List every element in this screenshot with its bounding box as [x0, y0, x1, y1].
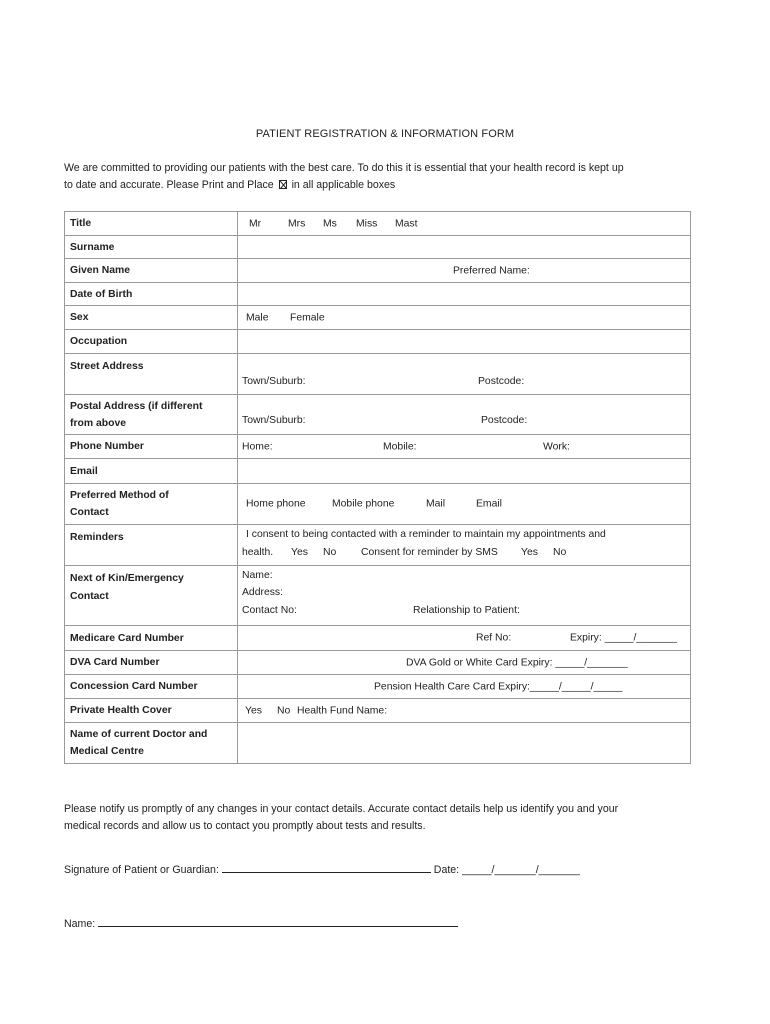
phone-mobile-label: Mobile:	[383, 441, 417, 452]
option-mast[interactable]: Mast	[395, 218, 418, 229]
surname-field[interactable]	[238, 236, 691, 259]
occupation-field[interactable]	[238, 330, 691, 354]
intro-line-1: We are committed to providing our patients with the best care. To do this it is essential that your health record is kept up	[64, 162, 624, 174]
row-sex	[65, 306, 691, 330]
name-label: Name:	[64, 918, 96, 930]
kin-name-label: Name:	[242, 570, 273, 581]
doctor-field[interactable]	[238, 723, 691, 764]
option-home-phone[interactable]: Home phone	[246, 498, 306, 510]
notice-line-1: Please notify us promptly of any changes in your contact details. Accurate contact details help us identify you and your	[64, 803, 619, 815]
dob-field[interactable]	[238, 283, 691, 306]
row-street-address	[65, 354, 691, 395]
label-sex: Sex	[65, 306, 238, 330]
concession-card-text: Pension Health Care Card Expiry:_____/_____/_____	[374, 681, 623, 692]
label-contact-method-line-1: Preferred Method of	[70, 490, 169, 501]
notice-text	[64, 801, 724, 835]
sex-options[interactable]	[238, 306, 691, 330]
postal-town-label: Town/Suburb:	[242, 415, 306, 426]
row-reminders	[65, 525, 691, 566]
concession-field[interactable]	[238, 675, 691, 699]
option-mail[interactable]: Mail	[426, 498, 446, 510]
label-given-name: Given Name	[65, 259, 238, 283]
row-postal-address	[65, 395, 691, 435]
kin-address-label: Address:	[242, 587, 284, 598]
signature-blank[interactable]	[222, 862, 431, 873]
row-occupation	[65, 330, 691, 354]
intro-line-2	[64, 177, 724, 194]
dva-card-text: DVA Gold or White Card Expiry: _____/_______	[406, 657, 628, 668]
reminders-no-option[interactable]: No	[323, 547, 337, 558]
label-phone: Phone Number	[65, 435, 238, 459]
option-ms[interactable]: Ms	[323, 218, 337, 229]
row-surname	[65, 236, 691, 259]
option-mrs[interactable]: Mrs	[288, 218, 306, 229]
reminders-health-text: health.	[242, 547, 274, 558]
label-postal-address	[65, 395, 238, 435]
preferred-name-label: Preferred Name:	[453, 265, 530, 276]
label-email: Email	[65, 459, 238, 484]
label-street-address: Street Address	[65, 354, 238, 395]
medicare-expiry-label: Expiry: _____/_______	[570, 632, 677, 644]
sms-yes-option[interactable]: Yes	[521, 547, 538, 558]
phone-work-label: Work:	[543, 441, 570, 452]
label-private-health: Private Health Cover	[65, 699, 238, 723]
kin-relationship-label: Relationship to Patient:	[413, 605, 520, 616]
label-occupation: Occupation	[65, 330, 238, 354]
intro-line-2-start: to date and accurate. Please Print and Place	[64, 179, 274, 191]
date-label: Date:	[433, 864, 460, 876]
name-blank[interactable]	[98, 916, 458, 927]
reminders-consent-text: I consent to being contacted with a reminder to maintain my appointments and	[246, 529, 606, 540]
option-female[interactable]: Female	[290, 312, 325, 323]
dva-field[interactable]	[238, 651, 691, 675]
label-doctor-line-1: Name of current Doctor and	[70, 729, 208, 740]
street-postcode-label: Postcode:	[478, 376, 525, 387]
row-private-health	[65, 699, 691, 723]
next-of-kin-field[interactable]	[238, 566, 691, 626]
row-medicare	[65, 626, 691, 651]
label-next-of-kin	[65, 566, 238, 626]
street-town-label: Town/Suburb:	[242, 376, 306, 387]
row-given-name	[65, 259, 691, 283]
label-dob: Date of Birth	[65, 283, 238, 306]
sms-consent-label: Consent for reminder by SMS	[361, 547, 498, 558]
email-field[interactable]	[238, 459, 691, 484]
row-dva	[65, 651, 691, 675]
label-doctor-line-2: Medical Centre	[70, 746, 144, 757]
contact-method-options[interactable]	[238, 484, 691, 525]
form-title: PATIENT REGISTRATION & INFORMATION FORM	[255, 128, 515, 140]
reminders-field[interactable]	[238, 525, 691, 566]
label-doctor	[65, 723, 238, 764]
row-concession	[65, 675, 691, 699]
checked-box-icon	[279, 180, 287, 189]
option-mr[interactable]: Mr	[249, 218, 262, 229]
intro-line-2-end: in all applicable boxes	[291, 179, 396, 191]
given-name-field[interactable]	[238, 259, 691, 283]
intro-text	[64, 160, 724, 194]
label-postal-line-1: Postal Address (if different	[70, 400, 203, 412]
medicare-ref-label: Ref No:	[476, 632, 512, 644]
street-address-field[interactable]	[238, 354, 691, 395]
label-postal-line-2: from above	[70, 417, 127, 429]
label-kin-line-2: Contact	[70, 591, 109, 602]
label-surname: Surname	[65, 236, 238, 259]
label-medicare: Medicare Card Number	[65, 626, 238, 651]
label-title: Title	[65, 212, 238, 236]
signature-line	[64, 862, 580, 876]
row-title	[65, 212, 691, 236]
reminders-yes-option[interactable]: Yes	[291, 547, 308, 558]
label-dva: DVA Card Number	[65, 651, 238, 675]
postal-address-field[interactable]	[238, 395, 691, 435]
private-health-field[interactable]	[238, 699, 691, 723]
row-next-of-kin	[65, 566, 691, 626]
kin-contact-no-label: Contact No:	[242, 605, 297, 616]
option-mobile-phone[interactable]: Mobile phone	[332, 498, 395, 510]
notice-line-2: medical records and allow us to contact you promptly about tests and results.	[64, 820, 426, 832]
row-phone	[65, 435, 691, 459]
phone-home-label: Home:	[242, 441, 273, 452]
sms-no-option[interactable]: No	[553, 547, 567, 558]
label-contact-method	[65, 484, 238, 525]
option-miss[interactable]: Miss	[356, 218, 378, 229]
date-blank[interactable]: _____/_______/_______	[462, 864, 580, 876]
medicare-field[interactable]	[238, 626, 691, 651]
health-fund-label: Health Fund Name:	[297, 705, 388, 716]
label-concession: Concession Card Number	[65, 675, 238, 699]
label-kin-line-1: Next of Kin/Emergency	[70, 573, 184, 584]
label-contact-method-line-2: Contact	[70, 507, 109, 518]
registration-table	[64, 211, 691, 764]
phone-field[interactable]	[238, 435, 691, 459]
row-dob	[65, 283, 691, 306]
row-doctor	[65, 723, 691, 764]
postal-postcode-label: Postcode:	[481, 415, 528, 426]
signature-label: Signature of Patient or Guardian:	[64, 864, 219, 876]
private-no-option[interactable]: No	[277, 705, 291, 716]
title-options[interactable]	[238, 212, 691, 236]
row-email	[65, 459, 691, 484]
row-contact-method	[65, 484, 691, 525]
option-male[interactable]: Male	[246, 312, 269, 323]
name-line	[64, 916, 458, 930]
private-yes-option[interactable]: Yes	[245, 705, 262, 716]
option-email[interactable]: Email	[476, 498, 502, 510]
label-reminders: Reminders	[65, 525, 238, 566]
